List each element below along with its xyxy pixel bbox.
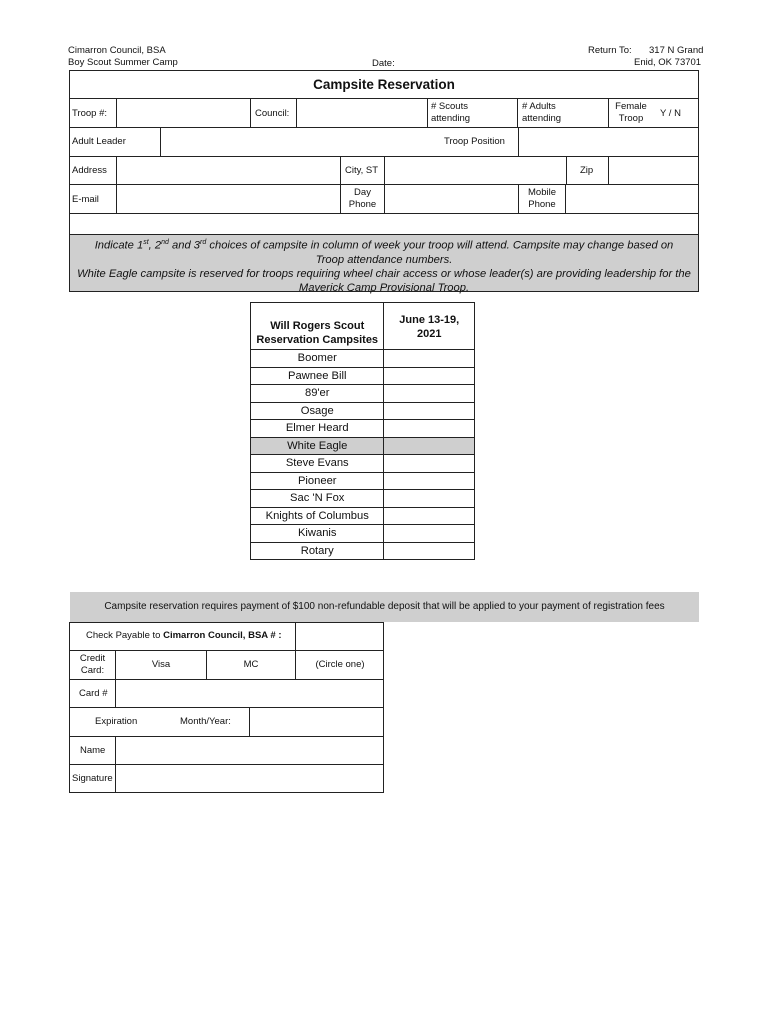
campsite-choice-cell[interactable] — [384, 472, 475, 490]
city-state-label: City, ST — [345, 165, 379, 176]
campsite-choice-cell[interactable] — [384, 420, 475, 438]
visa-option[interactable]: Visa — [151, 659, 171, 670]
campsite-name: Osage — [251, 402, 384, 420]
campsite-choice-cell[interactable] — [384, 437, 475, 455]
campsite-name: White Eagle — [251, 437, 384, 455]
zip-label: Zip — [580, 165, 594, 176]
email-field[interactable] — [117, 185, 340, 212]
instructions-box — [70, 235, 698, 294]
org-subtitle: Boy Scout Summer Camp — [68, 57, 178, 68]
campsite-name: Rotary — [251, 542, 384, 560]
troop-label: Troop #: — [72, 108, 108, 119]
expiration-label: Expiration — [95, 716, 138, 727]
form-title: Campsite Reservation — [313, 77, 455, 92]
council-label: Council: — [255, 108, 290, 119]
email-label: E-mail — [72, 194, 99, 205]
troop-position-field[interactable] — [519, 128, 698, 155]
adult-leader-label: Adult Leader — [72, 136, 126, 147]
campsite-row — [251, 542, 475, 560]
campsite-row — [251, 350, 475, 368]
scouts-attending-field[interactable] — [470, 99, 517, 126]
scouts-attending-label: # Scouts attending — [431, 101, 471, 124]
troop-position-label: Troop Position — [444, 136, 505, 147]
mobile-phone-label: Mobile Phone — [528, 187, 556, 210]
signature-field[interactable] — [116, 765, 383, 792]
return-label: Return To: — [588, 45, 632, 56]
address-label: Address — [72, 165, 107, 176]
campsite-row — [251, 402, 475, 420]
female-troop-yn[interactable]: Y / N — [660, 108, 681, 119]
org-name: Cimarron Council, BSA — [68, 45, 166, 56]
return-address-line1: 317 N Grand — [649, 45, 704, 56]
instructions-line1: Indicate 1st, 2nd and 3rd choices of campsite in column of week your troop will attend. Campsite may change based on — [94, 239, 674, 252]
adult-leader-field[interactable] — [161, 128, 435, 155]
campsite-row — [251, 525, 475, 543]
date-label: Date: — [372, 58, 395, 69]
return-address-line2: Enid, OK 73701 — [634, 57, 702, 68]
campsite-choice-cell[interactable] — [384, 350, 475, 368]
zip-field[interactable] — [609, 157, 698, 183]
mc-option[interactable]: MC — [243, 659, 259, 670]
adults-attending-field[interactable] — [562, 99, 608, 126]
campsite-row — [251, 490, 475, 508]
card-number-label: Card # — [79, 688, 108, 699]
card-number-field[interactable] — [116, 680, 383, 706]
campsite-row — [251, 420, 475, 438]
campsite-row — [251, 507, 475, 525]
troop-number-field[interactable] — [117, 99, 250, 126]
instructions-line4: Maverick Camp Provisional Troop. — [298, 281, 470, 294]
circle-one-note: (Circle one) — [315, 659, 365, 670]
campsite-choice-cell[interactable] — [384, 542, 475, 560]
expiration-field[interactable] — [250, 708, 383, 735]
campsite-row — [251, 367, 475, 385]
day-phone-field[interactable] — [385, 185, 518, 212]
city-state-field[interactable] — [385, 157, 566, 183]
check-payable-label: Check Payable to Cimarron Council, BSA # : — [86, 630, 282, 641]
campsite-row — [251, 437, 475, 455]
campsite-name: Sac 'N Fox — [251, 490, 384, 508]
female-troop-label: Female Troop — [615, 101, 647, 124]
campsite-choice-cell[interactable] — [384, 367, 475, 385]
campsite-row — [251, 455, 475, 473]
campsite-row — [251, 472, 475, 490]
day-phone-label: Day Phone — [348, 187, 377, 210]
signature-label: Signature — [72, 773, 113, 784]
council-field[interactable] — [297, 99, 427, 126]
mobile-phone-field[interactable] — [566, 185, 698, 212]
campsite-choice-cell[interactable] — [384, 490, 475, 508]
name-label: Name — [80, 745, 106, 756]
instructions-line2: Troop attendance numbers. — [315, 253, 453, 266]
campsite-choice-cell[interactable] — [384, 385, 475, 403]
campsite-name: Knights of Columbus — [251, 507, 384, 525]
campsite-choice-cell[interactable] — [384, 525, 475, 543]
campsite-choice-cell[interactable] — [384, 507, 475, 525]
campsite-name: Pawnee Bill — [251, 367, 384, 385]
instructions-line3: White Eagle campsite is reserved for troops requiring wheel chair access or whose leader(s) are providing leadership for the — [77, 267, 691, 280]
campsite-name: Elmer Heard — [251, 420, 384, 438]
campsite-table — [250, 302, 475, 560]
address-field[interactable] — [117, 157, 340, 183]
campsite-name: Boomer — [251, 350, 384, 368]
adults-attending-label: # Adults attending — [522, 101, 562, 124]
campsite-header: Will Rogers Scout Reservation Campsites — [251, 303, 384, 350]
campsite-row — [251, 385, 475, 403]
campsite-name: Steve Evans — [251, 455, 384, 473]
payment-notice: Campsite reservation requires payment of $100 non-refundable deposit that will be applied to your payment of registration fees — [70, 592, 699, 622]
campsite-name: Kiwanis — [251, 525, 384, 543]
campsite-choice-cell[interactable] — [384, 402, 475, 420]
campsite-choice-cell[interactable] — [384, 455, 475, 473]
campsite-name: 89'er — [251, 385, 384, 403]
name-field[interactable] — [116, 737, 383, 763]
credit-card-label: Credit Card: — [79, 653, 106, 676]
week-header: June 13-19, 2021 — [384, 303, 475, 350]
month-year-label: Month/Year: — [180, 716, 231, 727]
check-number-field[interactable] — [296, 623, 383, 650]
campsite-name: Pioneer — [251, 472, 384, 490]
